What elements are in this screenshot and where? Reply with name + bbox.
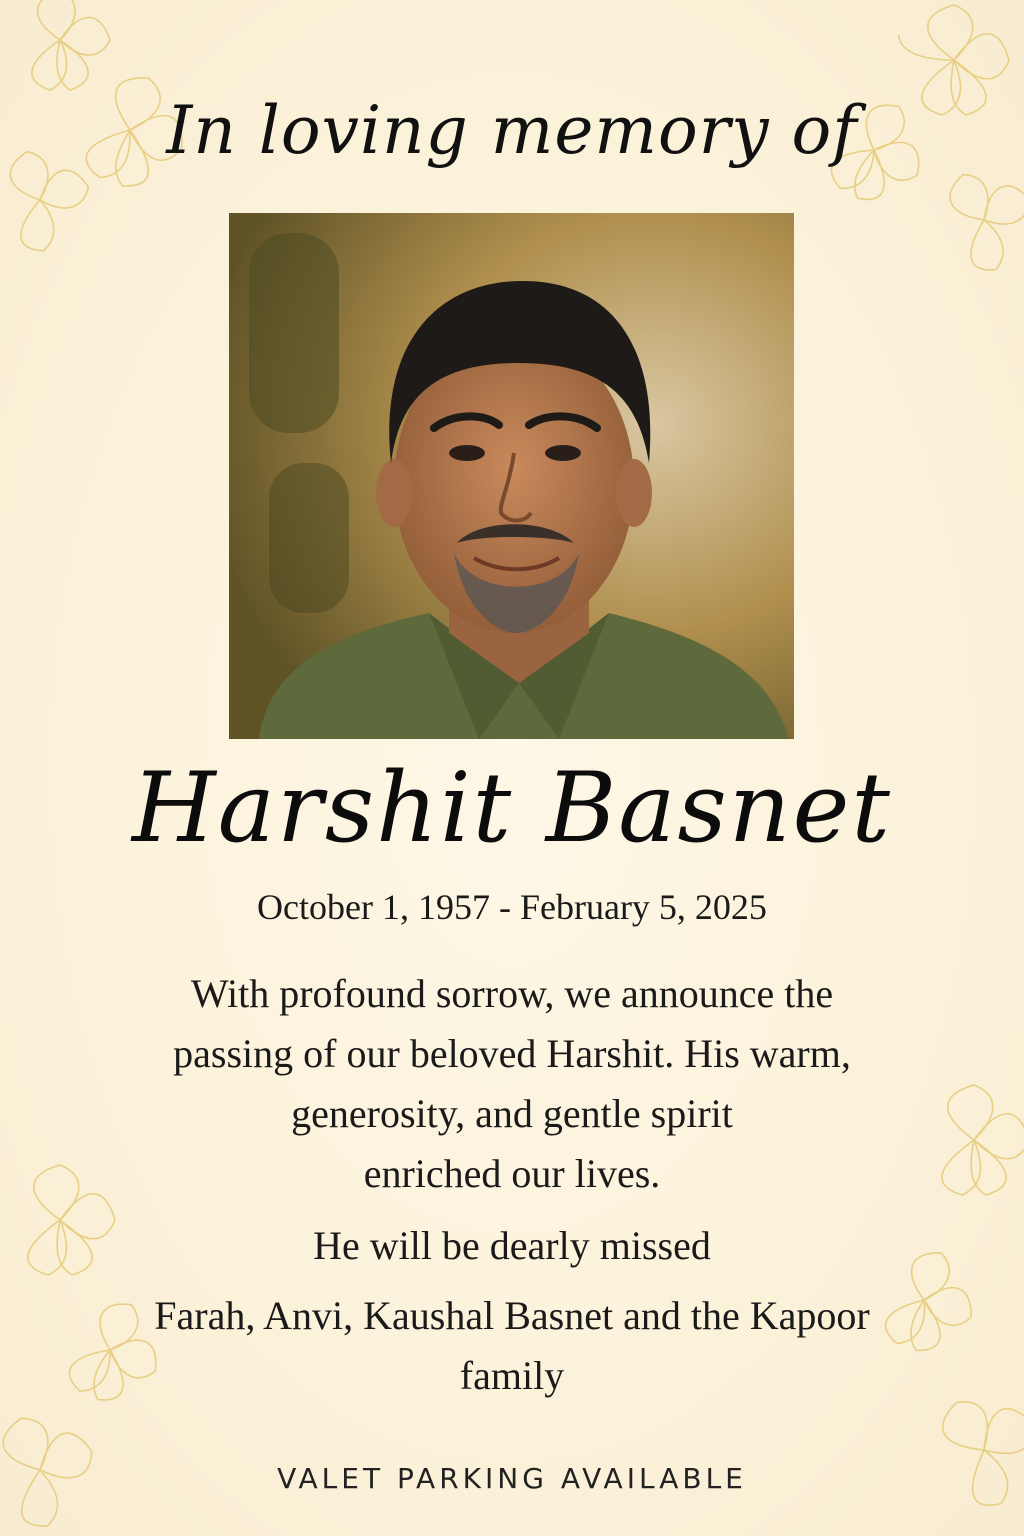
message-line: enriched our lives. <box>363 1151 661 1196</box>
family-line: Farah, Anvi, Kaushal Basnet and the Kapoor <box>154 1293 870 1338</box>
family-line: family <box>459 1353 565 1398</box>
message-line: generosity, and gentle spirit <box>291 1091 733 1136</box>
life-dates: October 1, 1957 - February 5, 2025 <box>257 887 767 927</box>
in-loving-memory-heading: In loving memory of <box>166 92 858 169</box>
family-names <box>112 1286 912 1406</box>
dearly-missed-text: He will be dearly missed <box>313 1223 711 1268</box>
message-line: With profound sorrow, we announce the <box>190 971 834 1016</box>
memorial-message <box>112 964 912 1204</box>
message-line: passing of our beloved Harshit. His warm, <box>173 1031 851 1076</box>
valet-parking-notice: VALET PARKING AVAILABLE <box>277 1462 747 1495</box>
deceased-name: Harshit Basnet <box>132 752 892 864</box>
portrait-photo <box>229 213 794 739</box>
